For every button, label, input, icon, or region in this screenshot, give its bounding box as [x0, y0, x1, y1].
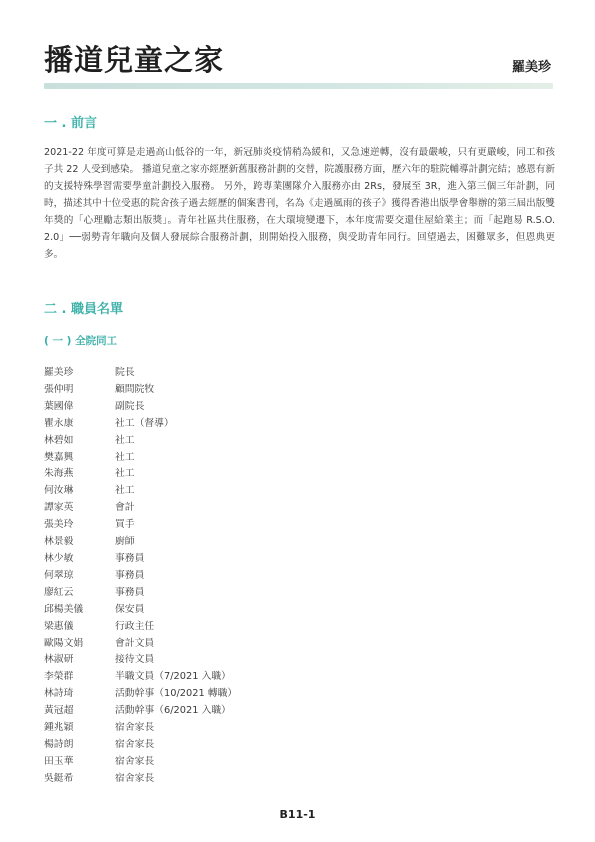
staff-name: 林少敏	[44, 552, 74, 564]
staff-role: 活動幹事（10/2021 轉職）	[115, 688, 238, 700]
staff-role: 院長	[115, 367, 135, 378]
staff-role: 宿舍家長	[115, 722, 155, 734]
staff-role: 事務員	[115, 552, 145, 564]
staff-name: 葉國偉	[44, 400, 74, 412]
staff-role: 活動幹事（6/2021 入職）	[115, 705, 231, 717]
staff-role: 買手	[115, 519, 135, 531]
staff-role: 事務員	[115, 586, 145, 598]
staff-row	[44, 720, 237, 737]
staff-row	[44, 703, 237, 720]
staff-row	[44, 483, 237, 500]
staff-row	[44, 568, 237, 585]
staff-name: 楊詩朗	[44, 738, 74, 750]
staff-row	[44, 585, 237, 602]
staff-list	[44, 365, 237, 788]
staff-row	[44, 433, 237, 450]
staff-name: 吳鋌希	[44, 772, 74, 784]
staff-name: 譚家英	[44, 502, 74, 514]
staff-name: 林景毅	[44, 536, 74, 548]
staff-role: 宿舍家長	[115, 755, 155, 767]
staff-row	[44, 669, 237, 686]
staff-row	[44, 517, 237, 534]
staff-name: 田玉華	[44, 755, 74, 767]
staff-role: 行政主任	[115, 620, 155, 632]
staff-role: 宿舍家長	[115, 738, 155, 750]
staff-name: 張仲明	[44, 383, 74, 395]
staff-row	[44, 450, 237, 467]
staff-name: 瞿永康	[44, 417, 74, 429]
staff-name: 羅美珍	[44, 367, 74, 378]
staff-name: 林詩琦	[44, 688, 74, 700]
staff-name: 朱海燕	[44, 468, 74, 480]
staff-name: 鍾兆穎	[44, 722, 74, 734]
staff-name: 梁惠儀	[44, 620, 74, 632]
staff-row	[44, 771, 237, 788]
page-number: B11-1	[279, 808, 316, 821]
staff-name: 歐陽文娟	[44, 637, 84, 649]
staff-name: 黃冠超	[44, 705, 74, 717]
staff-row	[44, 399, 237, 416]
staff-role: 副院長	[115, 400, 145, 412]
staff-name: 張美玲	[44, 519, 74, 531]
staff-role: 接待文員	[115, 654, 155, 666]
page-title: 播道兒童之家	[44, 43, 225, 77]
staff-role: 會計	[115, 502, 135, 514]
staff-row	[44, 416, 237, 433]
intro-paragraph: 2021-22 年度可算是走過高山低谷的一年，新冠肺炎疫情稍為緩和，又急速逆轉，沒有最嚴峻，只有更嚴峻，同工和孩子共 22 人受到感染。 播道兒童之家亦經歷新舊服務計劃的交替，院護服務方面，歷六年的駐院輔導計劃完結；感恩有新的支援特殊學習需要學童計劃投入服務。 另外，跨專業團隊介入服務亦由 2Rs，發展至 3R，進入第三個三年計劃，同時，描述其中十位受惠的院舍孩子過去經歷的個案書刊，名為《走過風雨的孩子》獲得香港出版學會舉辦的第三屆出版雙年獎的「心理勵志類出版獎」。青年社區共住服務，在大環境變遷下，本年度需要交還住屋給業主；而「起跑易 R.S.O. 2.0」──弱勢青年職向及個人發展綜合服務計劃，則開始投入服務，與受助青年同行。回望過去，困難眾多，但恩典更多。	[44, 147, 555, 260]
author-name: 羅美珍	[511, 60, 551, 75]
staff-role: 宿舍家長	[115, 772, 155, 784]
staff-name: 李榮群	[44, 671, 74, 683]
staff-role: 事務員	[115, 569, 145, 581]
staff-role: 社工（督導）	[115, 417, 174, 429]
staff-role: 半職文員（7/2021 入職）	[115, 671, 231, 683]
section-heading-intro: 一 . 前言	[44, 116, 97, 131]
staff-row	[44, 636, 237, 653]
title-divider-bar	[44, 83, 553, 89]
staff-subheading: ( 一 ) 全院同工	[44, 335, 118, 347]
staff-row	[44, 602, 237, 619]
staff-row	[44, 534, 237, 551]
staff-name: 何翠琼	[44, 569, 74, 581]
staff-role: 顧問院牧	[115, 383, 155, 395]
staff-name: 林淑研	[44, 654, 74, 666]
staff-row	[44, 652, 237, 669]
staff-name: 邱楊美儀	[44, 603, 84, 615]
staff-role: 保安員	[115, 603, 145, 615]
staff-role: 廚師	[115, 536, 135, 548]
staff-row	[44, 619, 237, 636]
section-heading-staff: 二 . 職員名單	[44, 302, 123, 317]
staff-row	[44, 365, 237, 382]
staff-name: 何汝琳	[44, 485, 74, 497]
staff-name: 林碧如	[44, 434, 74, 446]
staff-row	[44, 551, 237, 568]
staff-name: 樊嘉興	[44, 451, 74, 463]
staff-role: 社工	[115, 468, 135, 480]
staff-role: 會計文員	[115, 637, 155, 649]
staff-row	[44, 737, 237, 754]
staff-row	[44, 466, 237, 483]
staff-role: 社工	[115, 434, 135, 446]
staff-row	[44, 382, 237, 399]
staff-name: 廖紅云	[44, 586, 74, 598]
staff-row	[44, 686, 237, 703]
staff-role: 社工	[115, 451, 135, 463]
staff-row	[44, 500, 237, 517]
staff-role: 社工	[115, 485, 135, 497]
staff-row	[44, 754, 237, 771]
